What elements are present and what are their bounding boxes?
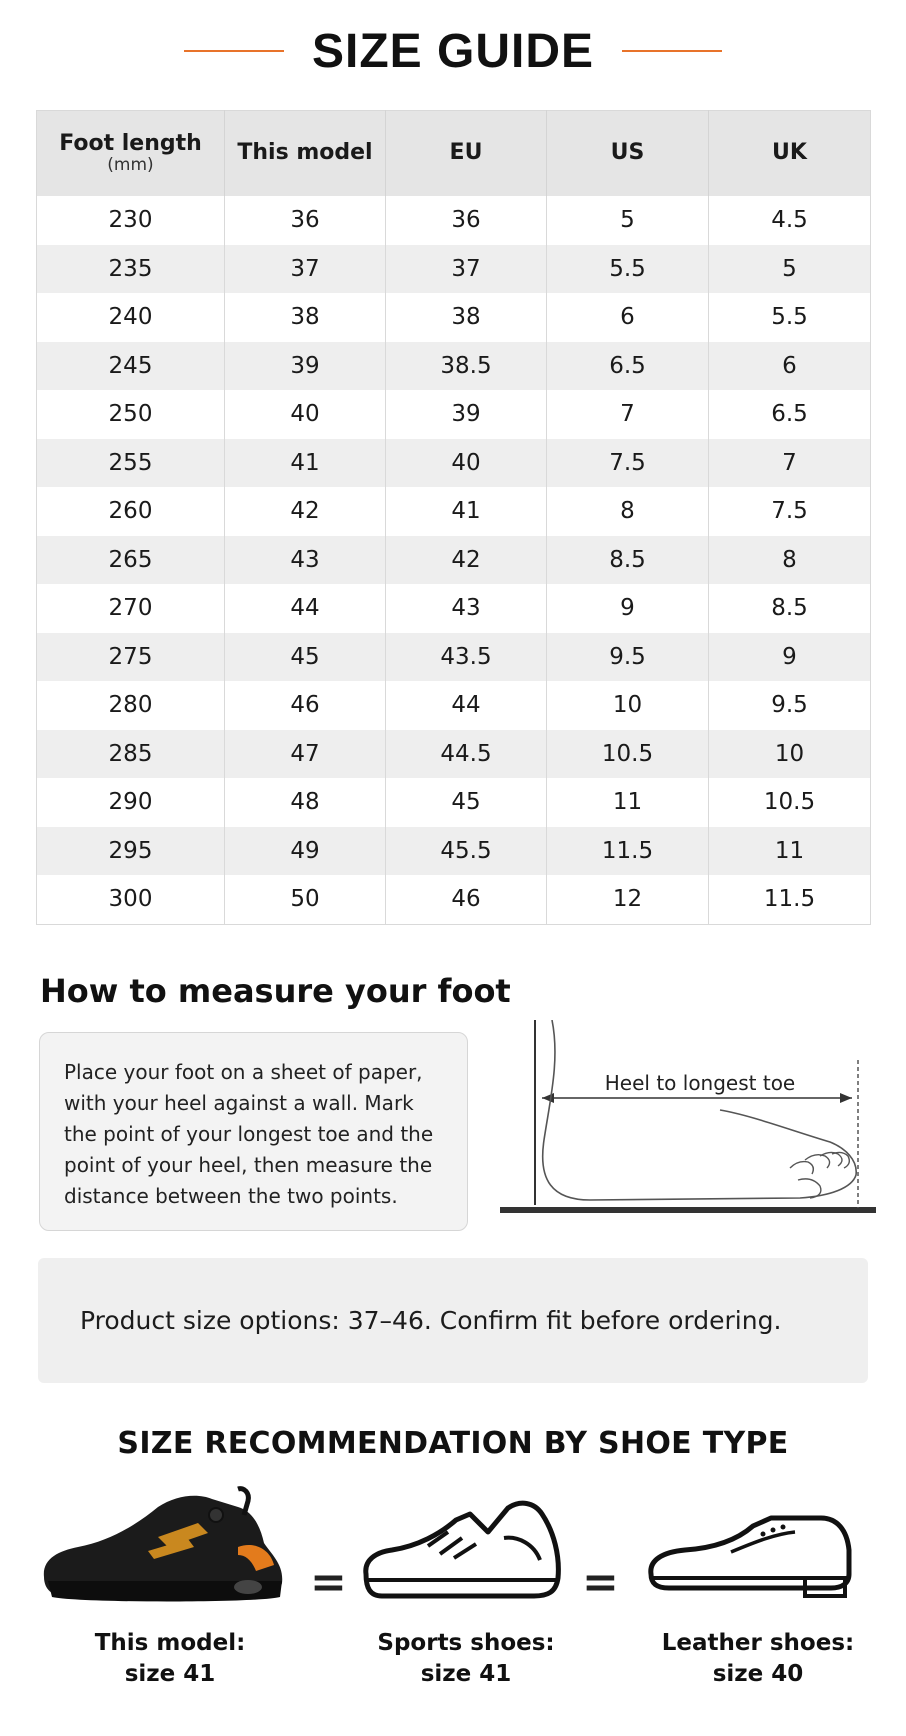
model-size-cell: 50 (225, 875, 386, 924)
us-size-cell: 9 (547, 584, 709, 633)
us-size-cell: 7 (547, 390, 709, 439)
header-foot-length-label: Foot length (59, 131, 202, 157)
header-us: US (547, 111, 709, 197)
foot-length-cell: 240 (37, 293, 225, 342)
foot-length-cell: 230 (37, 196, 225, 245)
table-row (37, 293, 871, 342)
recommendation-label-model (60, 1628, 280, 1690)
us-size-cell: 5 (547, 196, 709, 245)
uk-size-cell: 9 (709, 633, 871, 682)
table-row (37, 196, 871, 245)
recommendation-label-leather (648, 1628, 868, 1690)
uk-size-cell: 11.5 (709, 875, 871, 924)
table-row (37, 390, 871, 439)
model-size-cell: 40 (225, 390, 386, 439)
leather-shoe-icon (645, 1512, 855, 1602)
eu-size-cell: 39 (386, 390, 547, 439)
us-size-cell: 11 (547, 778, 709, 827)
title-divider-left (184, 50, 284, 52)
table-row (37, 633, 871, 682)
model-size-cell: 39 (225, 342, 386, 391)
model-size-cell: 44 (225, 584, 386, 633)
size-table (36, 110, 871, 925)
size-options-note (38, 1258, 868, 1383)
uk-size-cell: 5 (709, 245, 871, 294)
table-row (37, 827, 871, 876)
foot-length-cell: 300 (37, 875, 225, 924)
model-size-cell: 45 (225, 633, 386, 682)
uk-size-cell: 7 (709, 439, 871, 488)
eu-size-cell: 38.5 (386, 342, 547, 391)
table-row (37, 681, 871, 730)
model-size-cell: 49 (225, 827, 386, 876)
foot-length-cell: 245 (37, 342, 225, 391)
uk-size-cell: 10 (709, 730, 871, 779)
uk-size-cell: 6 (709, 342, 871, 391)
header-foot-length-unit: (mm) (107, 155, 154, 176)
eu-size-cell: 40 (386, 439, 547, 488)
eu-size-cell: 45.5 (386, 827, 547, 876)
us-size-cell: 11.5 (547, 827, 709, 876)
recommendation-label-sports (356, 1628, 576, 1690)
recommendation-label-model-line1: This model: (94, 1630, 246, 1656)
foot-length-cell: 260 (37, 487, 225, 536)
eu-size-cell: 37 (386, 245, 547, 294)
us-size-cell: 5.5 (547, 245, 709, 294)
us-size-cell: 6.5 (547, 342, 709, 391)
sneaker-photo (38, 1485, 288, 1605)
us-size-cell: 6 (547, 293, 709, 342)
us-size-cell: 9.5 (547, 633, 709, 682)
us-size-cell: 10 (547, 681, 709, 730)
foot-length-cell: 250 (37, 390, 225, 439)
eu-size-cell: 44.5 (386, 730, 547, 779)
table-row (37, 778, 871, 827)
eu-size-cell: 41 (386, 487, 547, 536)
model-size-cell: 46 (225, 681, 386, 730)
uk-size-cell: 10.5 (709, 778, 871, 827)
uk-size-cell: 4.5 (709, 196, 871, 245)
page-header (0, 18, 906, 84)
uk-size-cell: 11 (709, 827, 871, 876)
eu-size-cell: 42 (386, 536, 547, 585)
model-size-cell: 43 (225, 536, 386, 585)
table-row (37, 730, 871, 779)
equals-sign-1: = (310, 1557, 347, 1608)
eu-size-cell: 38 (386, 293, 547, 342)
foot-length-cell: 255 (37, 439, 225, 488)
foot-measure-icon (500, 1020, 876, 1225)
us-size-cell: 8.5 (547, 536, 709, 585)
foot-length-cell: 235 (37, 245, 225, 294)
foot-length-cell: 265 (37, 536, 225, 585)
model-size-cell: 42 (225, 487, 386, 536)
table-row (37, 875, 871, 924)
sports-shoe-icon (358, 1496, 563, 1608)
us-size-cell: 12 (547, 875, 709, 924)
foot-length-cell: 295 (37, 827, 225, 876)
foot-length-cell: 275 (37, 633, 225, 682)
table-row (37, 342, 871, 391)
model-size-cell: 36 (225, 196, 386, 245)
size-options-text: Product size options: 37–46. Confirm fit before ordering. (80, 1306, 782, 1335)
recommendation-label-leather-line1: Leather shoes: (661, 1630, 855, 1656)
header-foot-length (37, 111, 225, 197)
title-divider-right (622, 50, 722, 52)
eu-size-cell: 36 (386, 196, 547, 245)
table-row (37, 536, 871, 585)
eu-size-cell: 44 (386, 681, 547, 730)
eu-size-cell: 46 (386, 875, 547, 924)
eu-size-cell: 43 (386, 584, 547, 633)
uk-size-cell: 5.5 (709, 293, 871, 342)
header-uk: UK (709, 111, 871, 197)
model-size-cell: 48 (225, 778, 386, 827)
table-row (37, 487, 871, 536)
model-size-cell: 47 (225, 730, 386, 779)
model-size-cell: 41 (225, 439, 386, 488)
recommendation-title: SIZE RECOMMENDATION BY SHOE TYPE (117, 1426, 789, 1461)
recommendation-label-sports-line2: size 41 (420, 1661, 512, 1687)
foot-length-cell: 280 (37, 681, 225, 730)
table-row (37, 584, 871, 633)
uk-size-cell: 7.5 (709, 487, 871, 536)
header-eu: EU (386, 111, 547, 197)
measure-instructions: Place your foot on a sheet of paper, with your heel against a wall. Mark the point of your longest toe and the point of your heel, then measure the distance between the two points. (64, 1060, 434, 1208)
uk-size-cell: 9.5 (709, 681, 871, 730)
model-size-cell: 37 (225, 245, 386, 294)
table-row (37, 245, 871, 294)
foot-length-cell: 290 (37, 778, 225, 827)
uk-size-cell: 8.5 (709, 584, 871, 633)
us-size-cell: 8 (547, 487, 709, 536)
model-size-cell: 38 (225, 293, 386, 342)
recommendation-label-model-line2: size 41 (124, 1661, 216, 1687)
page-title: SIZE GUIDE (311, 24, 595, 78)
foot-length-cell: 270 (37, 584, 225, 633)
measure-title: How to measure your foot (40, 972, 511, 1010)
us-size-cell: 10.5 (547, 730, 709, 779)
foot-length-cell: 285 (37, 730, 225, 779)
eu-size-cell: 43.5 (386, 633, 547, 682)
measure-instructions-box (39, 1032, 468, 1231)
us-size-cell: 7.5 (547, 439, 709, 488)
table-header-row (37, 111, 871, 197)
table-row (37, 439, 871, 488)
equals-sign-2: = (582, 1557, 619, 1608)
header-this-model: This model (225, 111, 386, 197)
uk-size-cell: 6.5 (709, 390, 871, 439)
eu-size-cell: 45 (386, 778, 547, 827)
diagram-label: Heel to longest toe (604, 1071, 796, 1095)
recommendation-label-leather-line2: size 40 (712, 1661, 804, 1687)
recommendation-label-sports-line1: Sports shoes: (377, 1630, 555, 1656)
uk-size-cell: 8 (709, 536, 871, 585)
